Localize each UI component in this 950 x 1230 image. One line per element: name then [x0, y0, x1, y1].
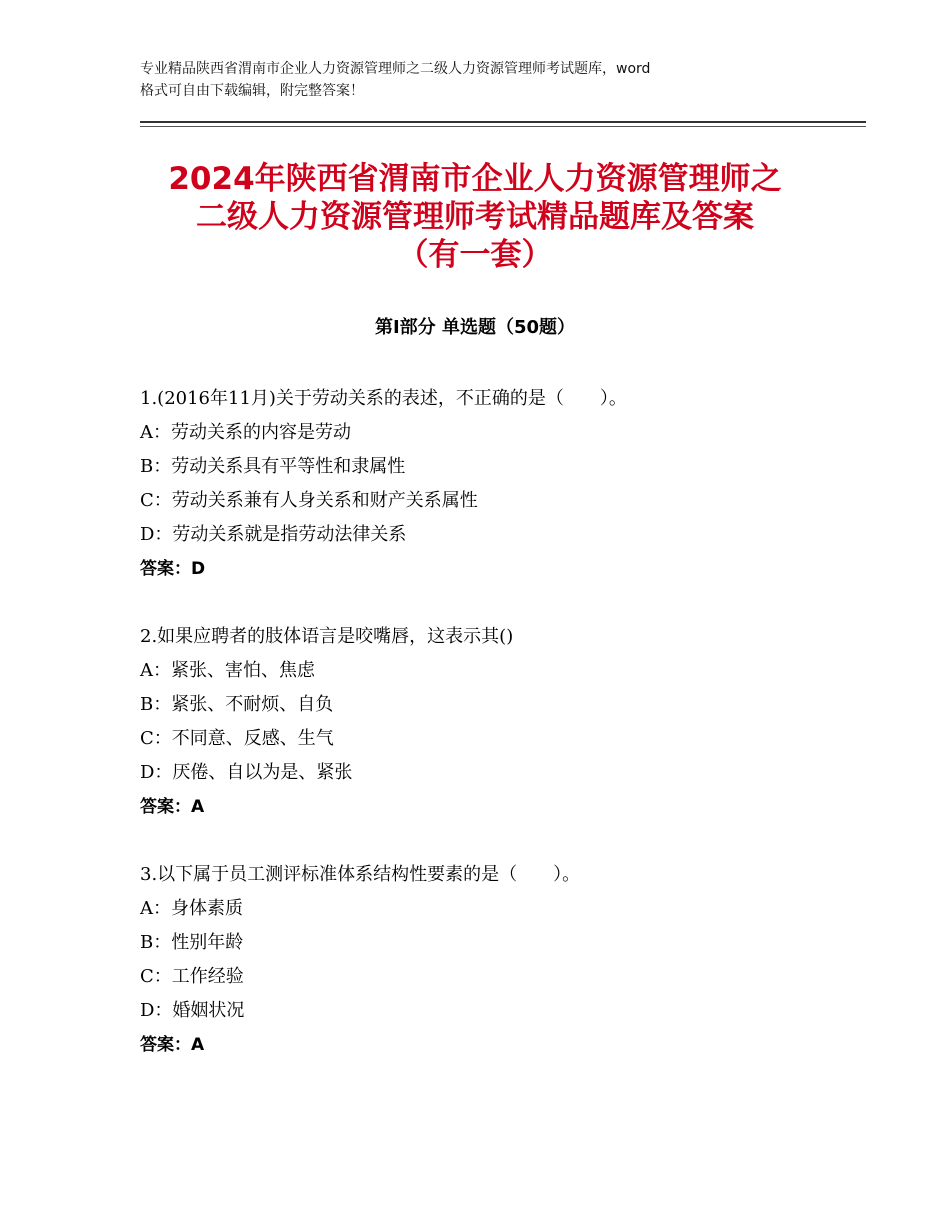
question-stem: 2.如果应聘者的肢体语言是咬嘴唇，这表示其(): [140, 626, 514, 647]
question-1: [140, 382, 860, 586]
header-note-line-2: 格式可自由下载编辑，附完整答案！: [140, 83, 364, 99]
header-divider-thick: [140, 121, 866, 123]
section-title: 第Ⅰ部分 单选题（50题）: [374, 317, 575, 338]
option-d: D：婚姻状况: [140, 1000, 245, 1021]
option-d: D：劳动关系就是指劳动法律关系: [140, 524, 407, 545]
option-b: B：紧张、不耐烦、自负: [140, 694, 334, 715]
option-c: C：不同意、反感、生气: [140, 728, 334, 749]
title-line-3: （有一套）: [397, 237, 553, 273]
option-b: B：性别年龄: [140, 932, 244, 953]
option-a: A：劳动关系的内容是劳动: [140, 422, 351, 443]
option-a: A：紧张、害怕、焦虑: [140, 660, 315, 681]
option-c: C：劳动关系兼有人身关系和财产关系属性: [140, 490, 478, 511]
header-note-line-1: 专业精品陕西省渭南市企业人力资源管理师之二级人力资源管理师考试题库，word: [140, 61, 651, 77]
question-3: [140, 858, 860, 1062]
document-header-note: [140, 58, 840, 102]
question-list: [140, 382, 860, 1096]
option-b: B：劳动关系具有平等性和隶属性: [140, 456, 406, 477]
question-stem: 1.(2016年11月)关于劳动关系的表述，不正确的是（ ）。: [140, 388, 627, 409]
question-stem: 3.以下属于员工测评标准体系结构性要素的是（ ）。: [140, 864, 581, 885]
question-2: [140, 620, 860, 824]
option-d: D：厌倦、自以为是、紧张: [140, 762, 353, 783]
option-c: C：工作经验: [140, 966, 244, 987]
title-line-1: 2024年陕西省渭南市企业人力资源管理师之: [168, 161, 782, 197]
answer-label: 答案：A: [140, 797, 205, 817]
title-line-2: 二级人力资源管理师考试精品题库及答案: [196, 199, 754, 235]
header-divider-thin: [140, 126, 866, 127]
answer-label: 答案：D: [140, 559, 206, 579]
option-a: A：身体素质: [140, 898, 243, 919]
answer-label: 答案：A: [140, 1035, 205, 1055]
document-title: [100, 160, 850, 274]
